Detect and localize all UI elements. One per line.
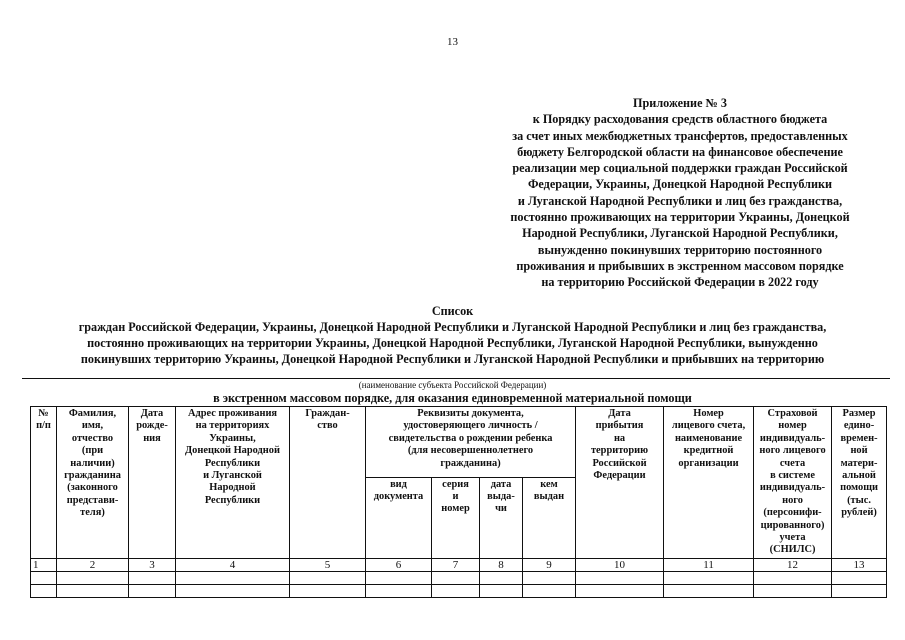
column-number: 10 [576, 558, 664, 571]
col-header-doc-issuer: кем выдан [523, 477, 576, 558]
appendix-line: Приложение № 3 [633, 96, 727, 110]
col-header-doc-series: серия и номер [432, 477, 480, 558]
subject-caption: (наименование субъекта Российской Федерации) [358, 380, 547, 390]
appendix-line: вынужденно покинувших территорию постоянного [537, 242, 823, 257]
table-row [31, 572, 887, 585]
empty-cell [290, 572, 366, 585]
empty-cell [754, 572, 832, 585]
empty-cell [832, 585, 887, 598]
column-number: 9 [523, 558, 576, 571]
col-header-doc-type: вид документа [366, 477, 432, 558]
empty-cell [432, 585, 480, 598]
list-title-line: постоянно проживающих на территории Украины, Донецкой Народной Республики, Луганской Народной Республики, вынужденно [87, 336, 818, 350]
empty-cell [366, 585, 432, 598]
appendix-line: за счет иных межбюджетных трансфертов, предоставленных [512, 128, 848, 143]
appendix-line: Федерации, Украины, Донецкой Народной Республики [527, 177, 833, 192]
list-title-heading: Список [431, 304, 474, 318]
col-header-number: № п/п [31, 407, 57, 559]
list-title [20, 303, 885, 367]
column-number: 8 [480, 558, 523, 571]
header-row [31, 407, 887, 478]
list-subtitle: в экстренном массовом порядке, для оказания единовременной материальной помощи [213, 391, 692, 405]
empty-cell [176, 585, 290, 598]
col-header-citizenship: Граждан- ство [290, 407, 366, 559]
empty-cell [129, 572, 176, 585]
empty-cell [576, 572, 664, 585]
col-header-document-details: Реквизиты документа, удостоверяющего личность / свидетельства о рождении ребенка (для несовершеннолетнего гражданина) [366, 407, 576, 478]
col-header-fullname: Фамилия, имя, отчество (при наличии) гражданина (законного представи- теля) [57, 407, 129, 559]
appendix-line: проживания и прибывших в экстренном массовом порядке [516, 258, 844, 273]
col-header-doc-issue-date: дата выда- чи [480, 477, 523, 558]
column-number-row [31, 558, 887, 571]
list-title-line: покинувших территорию Украины, Донецкой Народной Республики и Луганской Народной Республики и прибывших на территорию [80, 352, 825, 366]
empty-cell [432, 572, 480, 585]
column-number: 5 [290, 558, 366, 571]
column-number: 12 [754, 558, 832, 571]
empty-cell [480, 585, 523, 598]
column-number: 4 [176, 558, 290, 571]
column-number: 2 [57, 558, 129, 571]
empty-cell [129, 585, 176, 598]
col-header-birthdate: Дата рожде- ния [129, 407, 176, 559]
subject-name-line [22, 378, 890, 379]
appendix-header [470, 95, 890, 291]
appendix-line: бюджету Белгородской области на финансовое обеспечение [517, 144, 843, 159]
empty-cell [176, 572, 290, 585]
appendix-line: и Луганской Народной Республики и лиц без гражданства, [517, 193, 843, 208]
recipients-table [30, 406, 887, 598]
empty-cell [664, 585, 754, 598]
empty-cell [31, 585, 57, 598]
col-header-amount: Размер едино- времен- ной матери- альной помощи (тыс. рублей) [832, 407, 887, 559]
column-number: 7 [432, 558, 480, 571]
empty-cell [366, 572, 432, 585]
table-row [31, 585, 887, 598]
empty-cell [576, 585, 664, 598]
col-header-address: Адрес проживания на территориях Украины, Донецкой Народной Республики и Луганской Народной Республики [176, 407, 290, 559]
appendix-line: на территорию Российской Федерации в 2022 году [541, 275, 819, 290]
appendix-line: постоянно проживающих на территории Украины, Донецкой [510, 210, 850, 225]
appendix-line: реализации мер социальной поддержки граждан Российской [512, 161, 848, 176]
column-number: 13 [832, 558, 887, 571]
column-number: 3 [129, 558, 176, 571]
appendix-line: Народной Республики, Луганской Народной Республики, [522, 226, 838, 241]
empty-cell [57, 585, 129, 598]
empty-cell [754, 585, 832, 598]
empty-cell [57, 572, 129, 585]
col-header-snils: Страховой номер индивидуаль- ного лицевого счета в системе индивидуаль- ного (персонифи- цированного) учета (СНИЛС) [754, 407, 832, 559]
column-number: 6 [366, 558, 432, 571]
list-title-line: граждан Российской Федерации, Украины, Донецкой Народной Республики и Луганской Народной Республики и лиц без гражданства, [78, 320, 827, 334]
column-number: 1 [31, 558, 57, 571]
empty-cell [31, 572, 57, 585]
column-number: 11 [664, 558, 754, 571]
empty-cell [664, 572, 754, 585]
empty-cell [832, 572, 887, 585]
page-number: 13 [447, 36, 458, 48]
empty-cell [480, 572, 523, 585]
empty-cell [290, 585, 366, 598]
col-header-arrival-date: Дата прибытия на территорию Российской Федерации [576, 407, 664, 559]
col-header-account: Номер лицевого счета, наименование кредитной организации [664, 407, 754, 559]
appendix-line: к Порядку расходования средств областного бюджета [532, 112, 828, 127]
empty-cell [523, 585, 576, 598]
empty-cell [523, 572, 576, 585]
